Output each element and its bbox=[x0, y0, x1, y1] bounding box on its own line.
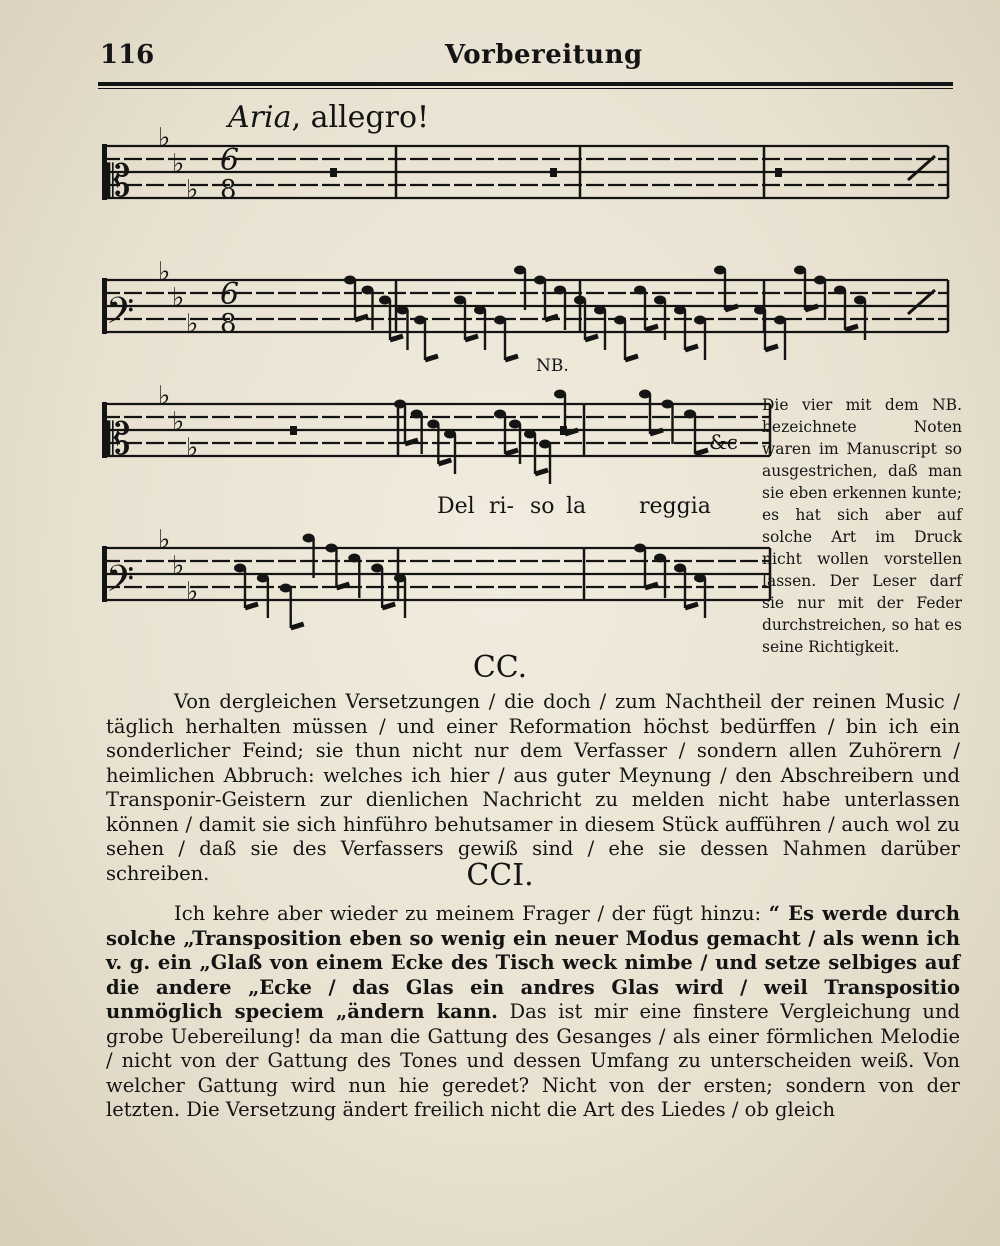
lyric-syllable: reggia bbox=[639, 494, 711, 519]
note-beam bbox=[585, 336, 598, 340]
note-beam bbox=[625, 356, 638, 360]
flat-icon: ♭ bbox=[172, 149, 185, 179]
note-beam bbox=[505, 356, 518, 360]
flat-icon: ♭ bbox=[172, 283, 185, 313]
note-beam bbox=[535, 470, 548, 474]
note-beam bbox=[505, 450, 518, 454]
lyric-syllable: ri- bbox=[489, 494, 514, 519]
side-note: Die vier mit dem NB. bezeichnete Noten waren im Manuscript so ausgestrichen, daß man sie eben erkennen kunte; es hat sich aber auf solche Art im Druck nicht wollen vorstellen lassen. Der Leser darf sie nur mit der Feder durchstreichen, so hat es seine Richtigkeit. bbox=[762, 396, 962, 656]
note-beam bbox=[845, 326, 858, 330]
time-sig-top: 6 bbox=[220, 277, 240, 312]
etc-mark: &c bbox=[709, 430, 739, 454]
time-sig-bottom: 8 bbox=[220, 175, 237, 205]
paragraph-text: Von dergleichen Versetzungen / die doch / zum Nachtheil der reinen Music / täglich herhalten müssen / und einer Reformation höchst bedürffen / bin ich ein sonderlicher Feind; sie thun nicht nur dem Verfasser / sondern allen Zuhörern / heimlichen Abbruch: welches ich hier / aus guter Meynung / den Abschreibern und Transponir-Geistern zur dienlichen Nachricht zu melden nicht habe unterlassen können / damit sie sich hinführo behutsamer in diesem Stück aufführen / auch wol zu sehen / daß sie des Verfassers gewiß sind / ehe sie dessen Nahmen darüber schreiben. bbox=[106, 690, 960, 885]
section-title-cc: CC. bbox=[472, 650, 528, 685]
bass-clef-icon: 𝄢 bbox=[106, 558, 135, 609]
c-clef-icon: 𝄡 bbox=[106, 156, 131, 207]
paragraph-rest: Das ist mir eine finstere Vergleichung und grobe Uebereilung! da man die Gattung des Gesanges / als einer förmlichen Melodie / nicht von der Gattung des Tones und dessen Umfang zu unterscheiden weiß. Von welcher Gattung wird nun hie geredet? Nicht von der ersten; sondern von der letzten. Die Versetzung ändert freilich nicht die Art des Liedes / ob gleich bbox=[106, 1000, 961, 1121]
page-number: 116 bbox=[100, 40, 155, 70]
note-beam bbox=[245, 604, 258, 608]
note-beam bbox=[382, 604, 395, 608]
paragraph-cci bbox=[106, 902, 960, 1123]
flat-icon: ♭ bbox=[158, 381, 171, 411]
note-beam bbox=[695, 450, 708, 454]
c-clef-icon: 𝄡 bbox=[106, 414, 131, 465]
rest-mark bbox=[290, 426, 297, 435]
note-beam bbox=[425, 356, 438, 360]
note-beam bbox=[645, 326, 658, 330]
rest-mark bbox=[560, 426, 567, 435]
clefs-keysigs bbox=[106, 123, 239, 609]
note-beam bbox=[438, 460, 451, 464]
flat-icon: ♭ bbox=[172, 407, 185, 437]
note-beam bbox=[465, 336, 478, 340]
time-sig-top: 6 bbox=[220, 143, 240, 178]
lyric-syllable: la bbox=[566, 494, 587, 519]
flat-icon: ♭ bbox=[158, 257, 171, 287]
flat-icon: ♭ bbox=[186, 433, 199, 463]
note-beam bbox=[765, 346, 778, 350]
note-beam bbox=[685, 346, 698, 350]
flat-icon: ♭ bbox=[186, 175, 199, 205]
rest-mark bbox=[550, 168, 557, 177]
bass-clef-icon: 𝄢 bbox=[106, 290, 135, 341]
section-title-cci: CCI. bbox=[466, 858, 534, 893]
flat-icon: ♭ bbox=[172, 551, 185, 581]
running-head: Vorbereitung bbox=[445, 40, 643, 70]
note-beam bbox=[291, 624, 304, 628]
lyric-syllable: so bbox=[530, 494, 555, 519]
rest-mark bbox=[330, 168, 337, 177]
rest-mark bbox=[775, 168, 782, 177]
time-sig-bottom: 8 bbox=[220, 309, 237, 339]
quoted-objection: “ Es werde durch solche „Transposition eben so wenig ein neuer Modus gemacht / als wenn ich v. g. ein „Glaß von einem Ecke des Tisch weck nimbe / und setze selbiges auf die andere „Ecke / das Glas ein andres Glas wird / weil Transpositio unmöglich speciem „ändern kann. bbox=[106, 902, 960, 1023]
note-beam bbox=[685, 604, 698, 608]
flat-icon: ♭ bbox=[158, 123, 171, 153]
flat-icon: ♭ bbox=[186, 309, 199, 339]
nb-mark: NB. bbox=[536, 356, 569, 376]
tempo-label: Aria, allegro! bbox=[228, 100, 430, 135]
paragraph-cc bbox=[106, 690, 960, 886]
flat-icon: ♭ bbox=[158, 525, 171, 555]
lyric-syllable: Del bbox=[437, 494, 475, 519]
flat-icon: ♭ bbox=[186, 577, 199, 607]
paragraph-intro: Ich kehre aber wieder zu meinem Frager / der fügt hinzu: bbox=[174, 902, 762, 925]
note-beam bbox=[390, 336, 403, 340]
